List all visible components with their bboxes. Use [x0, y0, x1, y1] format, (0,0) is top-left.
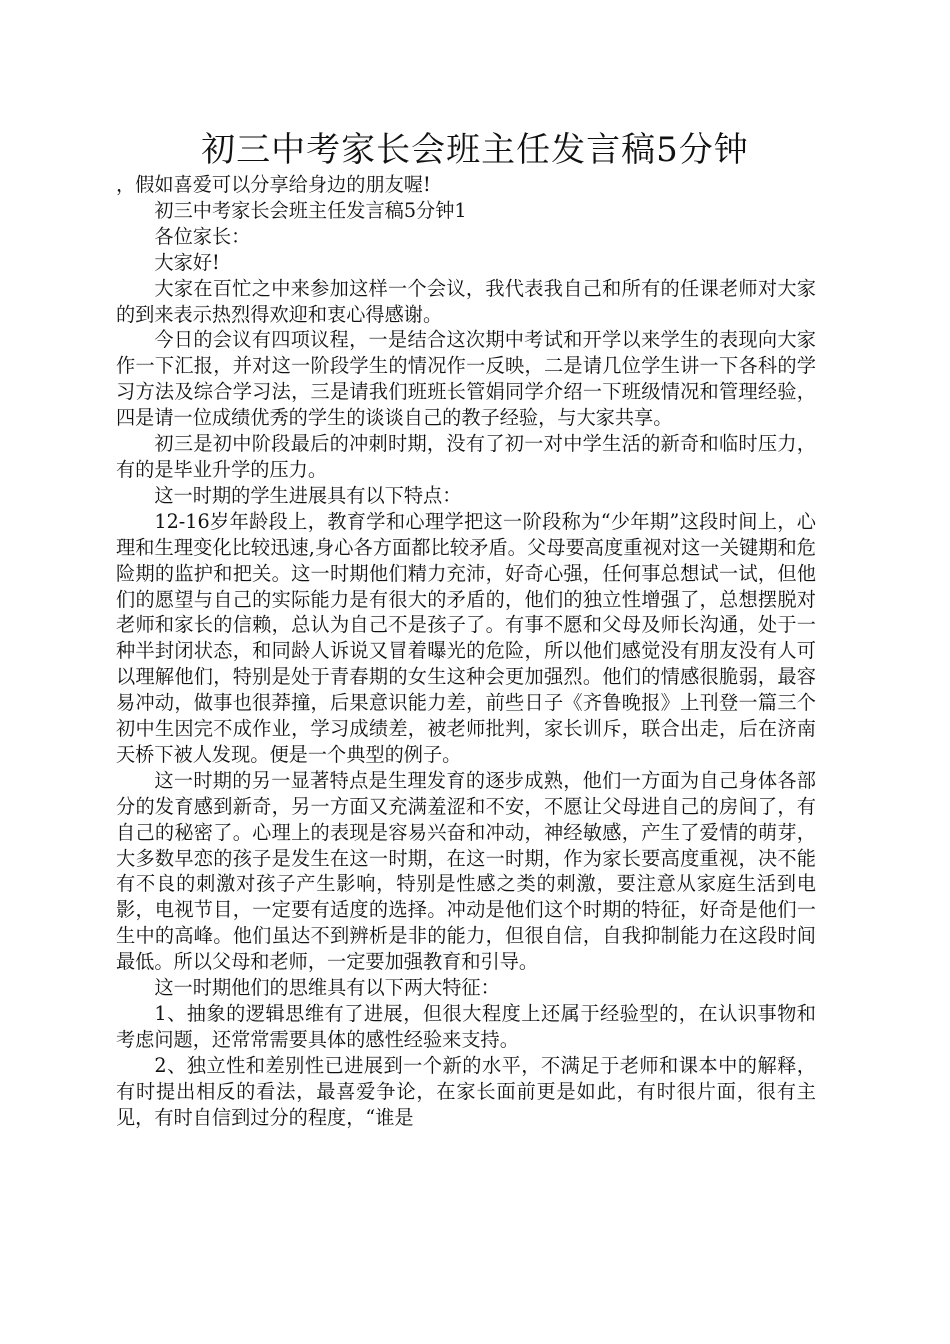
paragraph: 各位家长： — [154, 224, 251, 248]
paragraph: 12-16岁年龄段上，教育学和心理学把这一阶段称为“少年期”这段时间上，心理和生理变化比较迅速,身心各方面都比较矛盾。父母要高度重视对这一关键期和危险期的监护和把关。这一时期他们精力充沛，好奇心强，任何事总想试一试，但他们的愿望与自己的实际能力是有很大的矛盾的，他们的独立性增强了，总想摆脱对老师和家长的信赖，总认为自己不是孩子了。有事不愿和父母及师长沟通，处于一种半封闭状态，和同龄人诉说又冒着曝光的危险，所以他们感觉没有朋友没有人可以理解他们，特别是处于青春期的女生这种会更加强烈。他们的情感很脆弱，最容易冲动，做事也很莽撞，后果意识能力差，前些日子《齐鲁晚报》上刊登一篇三个初中生因完不成作业，学习成绩差，被老师批判，家长训斥，联合出走，后在济南天桥下被人发现。便是一个典型的例子。 — [116, 509, 816, 766]
paragraph: 这一时期的另一显著特点是生理发育的逐步成熟，他们一方面为自己身体各部分的发育感到新奇，另一方面又充满羞涩和不安，不愿让父母进自己的房间了，有自己的秘密了。心理上的表现是容易兴奋和冲动，神经敏感，产生了爱情的萌芽，大多数早恋的孩子是发生在这一时期，在这一时期，作为家长要高度重视，决不能有不良的刺激对孩子产生影响，特别是性感之类的刺激，要注意从家庭生活到电影，电视节目，一定要有适度的选择。冲动是他们这个时期的特征，好奇是他们一生中的高峰。他们虽达不到辨析是非的能力，但很自信，自我抑制能力在这段时间最低。所以父母和老师，一定要加强教育和引导。 — [116, 768, 816, 974]
paragraph: 这一时期他们的思维具有以下两大特征： — [154, 976, 500, 1000]
paragraph: 大家好! — [154, 250, 220, 274]
paragraph: ，假如喜爱可以分享给身边的朋友喔! — [116, 173, 431, 196]
paragraph: 今日的会议有四项议程，一是结合这次期中考试和开学以来学生的表现向大家作一下汇报，并对这一阶段学生的情况作一反映，二是请几位学生讲一下各科的学习方法及综合学习法，三是请我们班班长管娟同学介绍一下班级情况和管理经验，四是请一位成绩优秀的学生的谈谈自己的教子经验，与大家共享。 — [116, 328, 816, 430]
document-body — [116, 172, 816, 1131]
paragraph: 初三是初中阶段最后的冲刺时期，没有了初一对中学生活的新奇和临时压力，有的是毕业升学的压力。 — [116, 432, 816, 481]
paragraph: 2、独立性和差别性已进展到一个新的水平，不满足于老师和课本中的解释，有时提出相反的看法，最喜爱争论，在家长面前更是如此，有时很片面，很有主见，有时自信到过分的程度，“谁是 — [116, 1053, 816, 1129]
paragraph: 这一时期的学生进展具有以下特点： — [154, 483, 462, 507]
document-title: 初三中考家长会班主任发言稿5分钟 — [201, 130, 749, 170]
paragraph: 初三中考家长会班主任发言稿5分钟1 — [154, 198, 467, 222]
paragraph: 1、抽象的逻辑思维有了进展，但很大程度上还属于经验型的，在认识事物和考虑问题，还常常需要具体的感性经验来支持。 — [116, 1002, 816, 1051]
paragraph: 大家在百忙之中来参加这样一个会议，我代表我自己和所有的任课老师对大家的到来表示热烈得欢迎和衷心得感谢。 — [116, 276, 816, 326]
